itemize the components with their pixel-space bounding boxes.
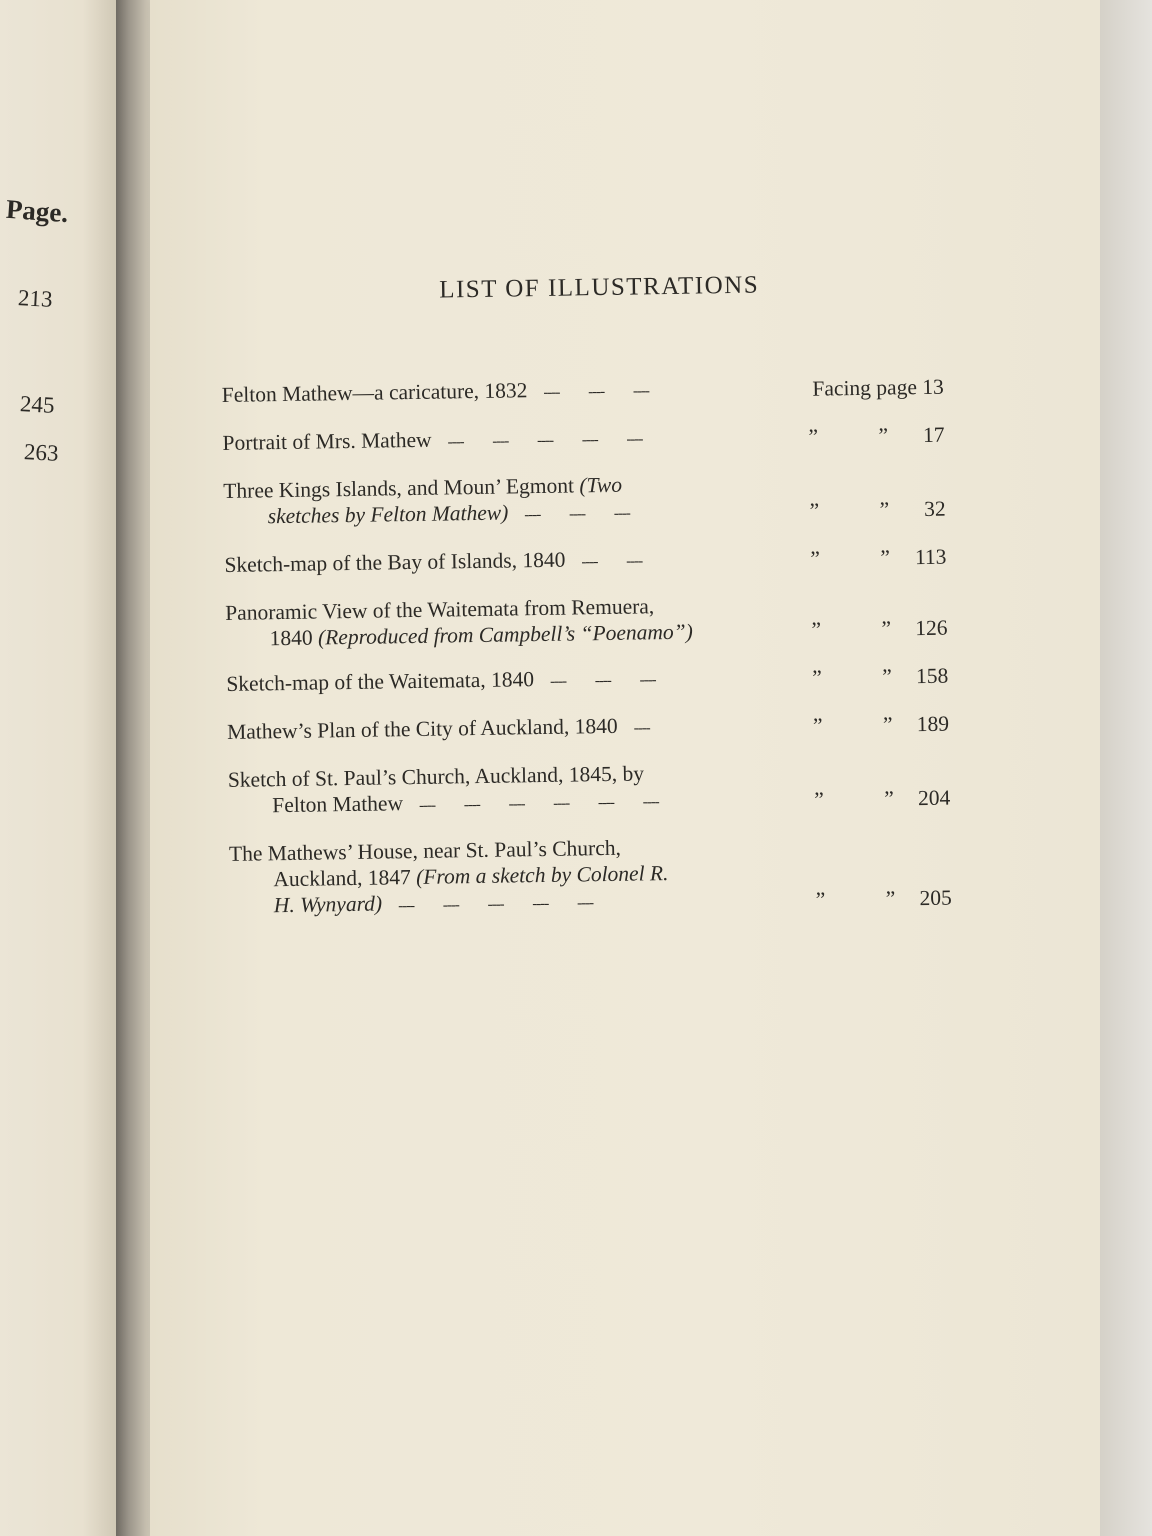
leader-dashes: ---- ---- <box>581 553 643 571</box>
page-number: 113 <box>914 544 947 570</box>
ditto-mark: ” <box>815 887 826 912</box>
previous-page <box>0 0 118 1536</box>
illustrations-page <box>150 0 1102 1536</box>
illustration-entry <box>225 588 956 651</box>
entry-description <box>223 469 794 533</box>
ditto-mark: ” <box>812 665 823 690</box>
page-title: LIST OF ILLUSTRATIONS <box>438 271 760 304</box>
entry-description <box>225 591 796 652</box>
page-reference <box>787 663 957 691</box>
page-reference <box>788 785 958 813</box>
entry-text: Three Kings Islands, and Moun’ Egmont <box>223 473 575 503</box>
entry-description <box>227 710 797 748</box>
entry-line <box>222 376 649 407</box>
page-number: 263 <box>23 439 60 466</box>
illustration-entry <box>228 755 959 821</box>
entry-line <box>224 546 642 577</box>
page-reference <box>790 885 960 913</box>
ditto-mark: ” <box>884 786 894 811</box>
page-number: 213 <box>17 285 54 312</box>
entry-description <box>226 662 796 700</box>
entry-text: 1840 <box>269 625 313 651</box>
entry-line <box>227 713 650 744</box>
entry-description <box>228 758 799 822</box>
illustration-entry <box>226 659 956 699</box>
background-board <box>1100 0 1152 1536</box>
page-number: 204 <box>917 785 951 811</box>
leader-dashes: ---- ---- ---- <box>543 383 650 401</box>
leader-dashes: ---- ---- ---- ---- ---- ---- <box>418 794 659 814</box>
facing-page-reference <box>812 374 944 402</box>
entry-line <box>222 424 642 455</box>
entry-text: Felton Mathew—a caricature, 1832 <box>221 378 528 407</box>
illustration-entry <box>222 419 952 459</box>
page-reference <box>787 711 957 739</box>
page-column-heading: Page. <box>5 193 70 229</box>
entry-line <box>226 665 656 696</box>
illustrations-list <box>220 269 960 941</box>
ditto-mark: ” <box>881 616 892 641</box>
page-reference <box>785 544 955 572</box>
leader-dashes: ---- ---- ---- ---- ---- <box>398 895 594 915</box>
entry-description <box>224 543 794 581</box>
entry-text: Portrait of Mrs. Mathew <box>222 427 432 455</box>
entry-text: Sketch-map of the Bay of Islands, 1840 <box>224 547 566 577</box>
ditto-mark: ” <box>808 424 819 449</box>
ditto-mark: ” <box>812 713 823 738</box>
page-reference <box>782 374 952 403</box>
entry-text: Panoramic View of the Waitemata from Remuera, <box>225 594 655 625</box>
facing-page-label: Facing page <box>812 375 918 401</box>
page-number: 189 <box>916 711 950 737</box>
ditto-mark: ” <box>882 664 893 689</box>
entry-description <box>222 421 792 459</box>
ditto-mark: ” <box>811 617 822 642</box>
entry-description <box>222 373 792 411</box>
page-number: 13 <box>922 374 944 399</box>
entry-italic-text: (Two <box>579 472 623 498</box>
page-reference <box>783 422 953 451</box>
entry-italic-text: (Reproduced from Campbell’s “Poenamo”) <box>317 619 693 650</box>
ditto-mark: ” <box>814 787 824 812</box>
entry-italic-text: H. Wynyard) <box>273 891 383 918</box>
page-number: 17 <box>922 422 945 447</box>
page-reference <box>784 496 954 525</box>
page-number: 245 <box>19 391 56 418</box>
leader-dashes: ---- <box>633 720 650 737</box>
page-number: 32 <box>923 496 946 521</box>
entry-text: Mathew’s Plan of the City of Auckland, 1840 <box>226 713 618 744</box>
ditto-mark: ” <box>879 497 890 522</box>
entry-italic-text: sketches by Felton Mathew) <box>267 500 509 529</box>
ditto-mark: ” <box>880 545 891 570</box>
ditto-mark: ” <box>882 712 893 737</box>
leader-dashes: ---- ---- ---- <box>524 505 630 524</box>
page-number: 126 <box>915 615 948 641</box>
entry-text: Auckland, 1847 <box>273 865 411 892</box>
leader-dashes: ---- ---- ---- ---- ---- <box>447 431 643 451</box>
entry-text: Sketch of St. Paul’s Church, Auckland, 1845, by <box>227 761 645 792</box>
page-reference <box>786 615 956 643</box>
ditto-mark: ” <box>878 423 889 448</box>
illustration-entry <box>227 707 957 747</box>
ditto-mark: ” <box>810 546 821 571</box>
entry-text: Felton Mathew <box>272 791 404 818</box>
illustration-entry <box>229 829 960 921</box>
entry-description <box>229 832 800 922</box>
leader-dashes: ---- ---- ---- <box>549 672 656 690</box>
entry-text: The Mathews’ House, near St. Paul’s Church, <box>228 835 622 866</box>
illustration-entry <box>224 541 954 581</box>
page-number: 158 <box>915 663 949 689</box>
entries-list <box>222 371 960 922</box>
entry-text: Sketch-map of the Waitemata, 1840 <box>226 667 535 696</box>
ditto-mark: ” <box>885 886 896 911</box>
page-number: 205 <box>919 885 952 911</box>
illustration-entry <box>223 467 954 533</box>
illustration-entry <box>222 371 952 411</box>
ditto-mark: ” <box>809 498 820 523</box>
entry-italic-text: (From a sketch by Colonel R. <box>415 861 669 889</box>
